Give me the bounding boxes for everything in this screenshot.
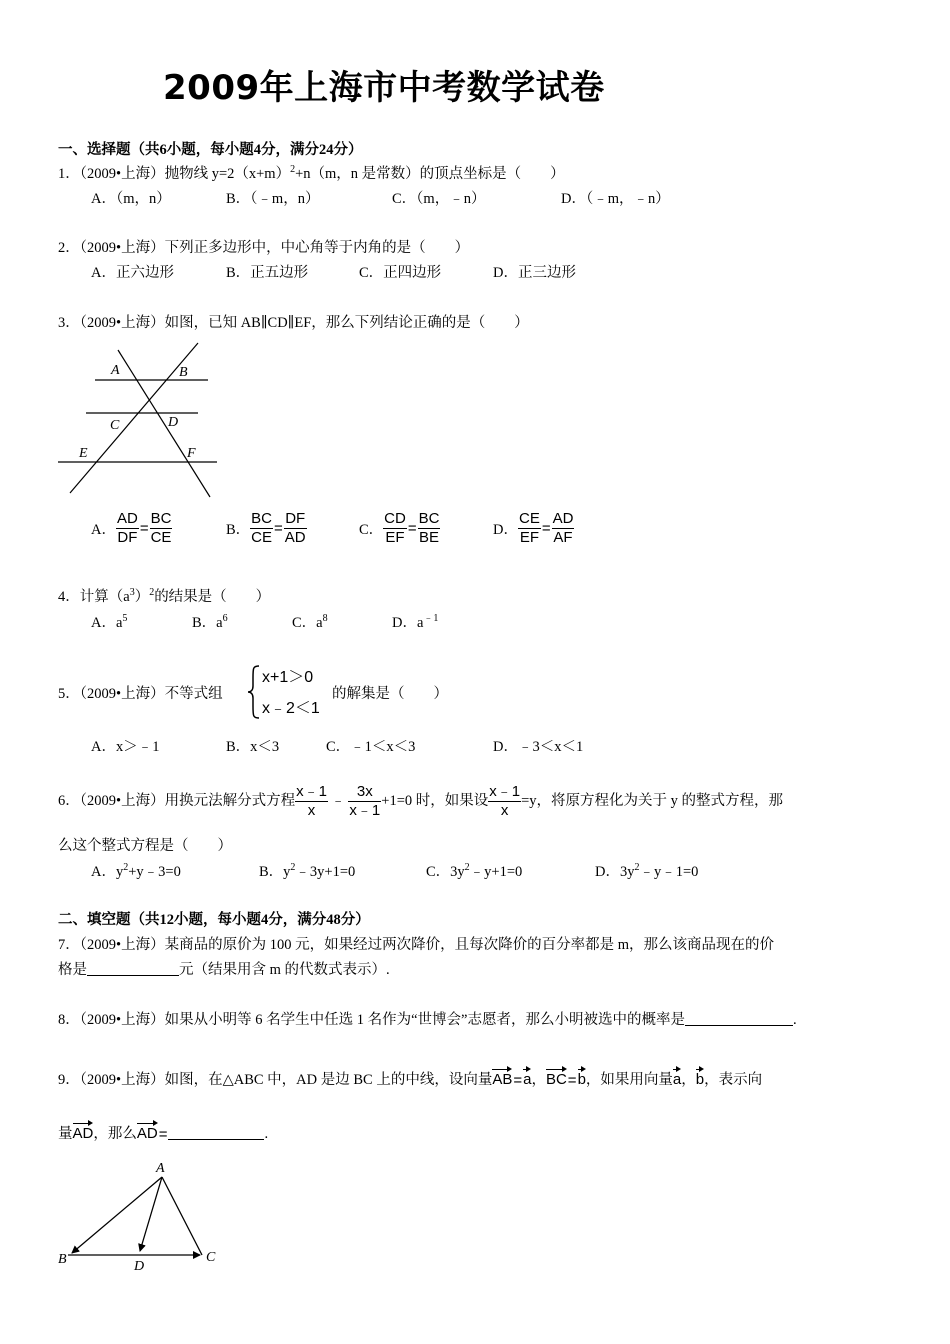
fraction: $\frac{x﹣1}{x}$: [296, 783, 327, 820]
question-9-line-1: 9．（2009•上海）如图，在△ABC 中，AD 是边 BC 上的中线，设向量AB=a，BC=b，如果用向量a，b，表示向: [58, 1068, 762, 1089]
segment-ad: [140, 1177, 162, 1251]
question-3-option-d: D． $\frac{CE}{EF}$ = $\frac{AD}{AF}$: [493, 510, 574, 546]
point-label-b: B: [179, 365, 188, 380]
section-1-heading: 一、选择题（共6小题，每小题4分，满分24分）: [58, 142, 363, 158]
question-1-option-c: C．（m，﹣n）: [392, 191, 486, 207]
transversal-af: [118, 350, 210, 497]
vector-ab: AB: [492, 1068, 512, 1088]
question-2-option-b: B．正五边形: [226, 265, 309, 281]
question-3-option-b: B． $\frac{BC}{CE}$ = $\frac{DF}{AD}$: [226, 510, 306, 546]
point-label-a: A: [111, 363, 120, 378]
question-6-option-b: B．$y^2﹣3y+1=0$: [259, 862, 356, 880]
question-9-line-2: 量AD，那么AD= .: [58, 1122, 268, 1143]
answer-blank[interactable]: [168, 1125, 264, 1140]
fraction: $\frac{AD}{AF}$: [552, 510, 574, 546]
question-5-option-d: D．﹣3＜x＜1: [493, 739, 584, 755]
question-4-option-a: A．$a^5$: [91, 613, 128, 631]
fraction: $\frac{BC}{CE}$: [150, 510, 172, 546]
inequality-line-1: x+1＞0: [262, 669, 314, 686]
question-3: 3．（2009•上海）如图，已知 AB∥CD∥EF，那么下列结论正确的是（ ）: [58, 315, 529, 331]
question-4-option-b: B．$a^6$: [192, 613, 228, 631]
page-title: 2009年上海市中考数学试卷: [163, 68, 605, 108]
vector-a: a: [673, 1068, 681, 1088]
question-3-option-a: A． $\frac{AD}{DF}$ = $\frac{BC}{CE}$: [91, 510, 172, 546]
question-8: 8．（2009•上海）如果从小明等 6 名学生中任选 1 名作为“世博会”志愿者，那么小明被选中的概率是 .: [58, 1012, 797, 1028]
fraction: $\frac{CD}{EF}$: [384, 510, 406, 546]
fraction: $\frac{BC}{BE}$: [418, 510, 440, 546]
vector-ad: AD: [73, 1122, 94, 1142]
question-4-option-d: D．$a^{﹣1}$: [392, 613, 439, 631]
question-3-option-c: C． $\frac{CD}{EF}$ = $\frac{BC}{BE}$: [359, 510, 440, 546]
point-label-d: D: [134, 1259, 145, 1274]
point-label-a: A: [156, 1161, 165, 1176]
question-5-option-c: C．﹣1＜x＜3: [326, 739, 416, 755]
segment-ab: [72, 1177, 162, 1253]
fraction: $\frac{CE}{EF}$: [518, 510, 540, 546]
point-label-b: B: [58, 1252, 67, 1267]
fraction: $\frac{x﹣1}{x}$: [489, 783, 521, 820]
question-1-stem-post: +n（m，n 是常数）的顶点坐标是（ ）: [295, 166, 565, 182]
question-9-figure: [52, 1155, 227, 1275]
question-3-figure: [55, 340, 225, 500]
inequality-line-2: x﹣2＜1: [262, 700, 320, 717]
section-2-heading: 二、填空题（共12小题，每小题4分，满分48分）: [58, 912, 370, 928]
question-6-option-c: C．$3y^2﹣y+1=0$: [426, 862, 523, 880]
point-label-c: C: [110, 418, 120, 433]
question-1-option-a: A．（m，n）: [91, 191, 171, 207]
question-2-option-d: D．正三边形: [493, 265, 576, 281]
question-5-stem-pre: 5．（2009•上海）不等式组: [58, 686, 223, 702]
question-6-option-d: D．$3y^2﹣y﹣1=0$: [595, 862, 699, 880]
question-5-option-b: B．x＜3: [226, 739, 280, 755]
question-7-line-2: 格是 元（结果用含 m 的代数式表示）.: [58, 962, 390, 978]
segment-ac: [162, 1177, 202, 1255]
question-2: 2．（2009•上海）下列正多边形中，中心角等于内角的是（ ）: [58, 240, 470, 256]
answer-blank[interactable]: [685, 1011, 793, 1026]
question-2-option-c: C．正四边形: [359, 265, 442, 281]
fraction: $\frac{3x}{x﹣1}$: [349, 783, 381, 820]
question-1-option-d: D．（﹣m，﹣n）: [561, 191, 670, 207]
point-label-e: E: [79, 446, 88, 461]
question-6: 6．（2009•上海）用换元法解分式方程 $\frac{x﹣1}{x}$ ﹣ $\frac{3x}{x﹣1}$ +1=0 时，如果设 $\frac{x﹣1}{x}$ =y，将原方程化为关于 y 的整式方程，那: [58, 783, 784, 820]
vector-bc: BC: [546, 1068, 567, 1088]
question-5-stem-post: 的解集是（ ）: [332, 686, 448, 702]
question-2-option-a: A．正六边形: [91, 265, 174, 281]
fraction: $\frac{BC}{CE}$: [251, 510, 273, 546]
vector-ad: AD: [137, 1122, 158, 1142]
question-1-stem-pre: 1．（2009•上海）抛物线 y=2（x+m）: [58, 166, 291, 182]
fraction: $\frac{DF}{AD}$: [284, 510, 306, 546]
answer-blank[interactable]: [87, 961, 179, 976]
question-6-option-a: A．$y^2+y﹣3=0$: [91, 862, 181, 880]
question-1-exponent: 2: [290, 164, 296, 175]
point-label-f: F: [187, 446, 196, 461]
question-7-line-1: 7．（2009•上海）某商品的原价为 100 元，如果经过两次降价，且每次降价的百分率都是 m，那么该商品现在的价: [58, 937, 774, 953]
question-1-option-b: B．（﹣m，n）: [226, 191, 320, 207]
fraction: $\frac{AD}{DF}$: [116, 510, 138, 546]
vector-b: b: [696, 1068, 704, 1088]
vector-a: a: [523, 1068, 531, 1088]
point-label-d: D: [168, 415, 179, 430]
question-4-option-c: C．$a^8$: [292, 613, 328, 631]
left-brace: [247, 664, 261, 720]
question-6-line-2: 么这个整式方程是（ ）: [58, 838, 232, 854]
vector-b: b: [578, 1068, 586, 1088]
question-1: [58, 162, 565, 183]
question-5-option-a: A．x＞﹣1: [91, 739, 160, 755]
question-4: 4．计算$(a^3)^2$的结果是（ ）: [58, 587, 271, 605]
point-label-c: C: [206, 1250, 216, 1265]
